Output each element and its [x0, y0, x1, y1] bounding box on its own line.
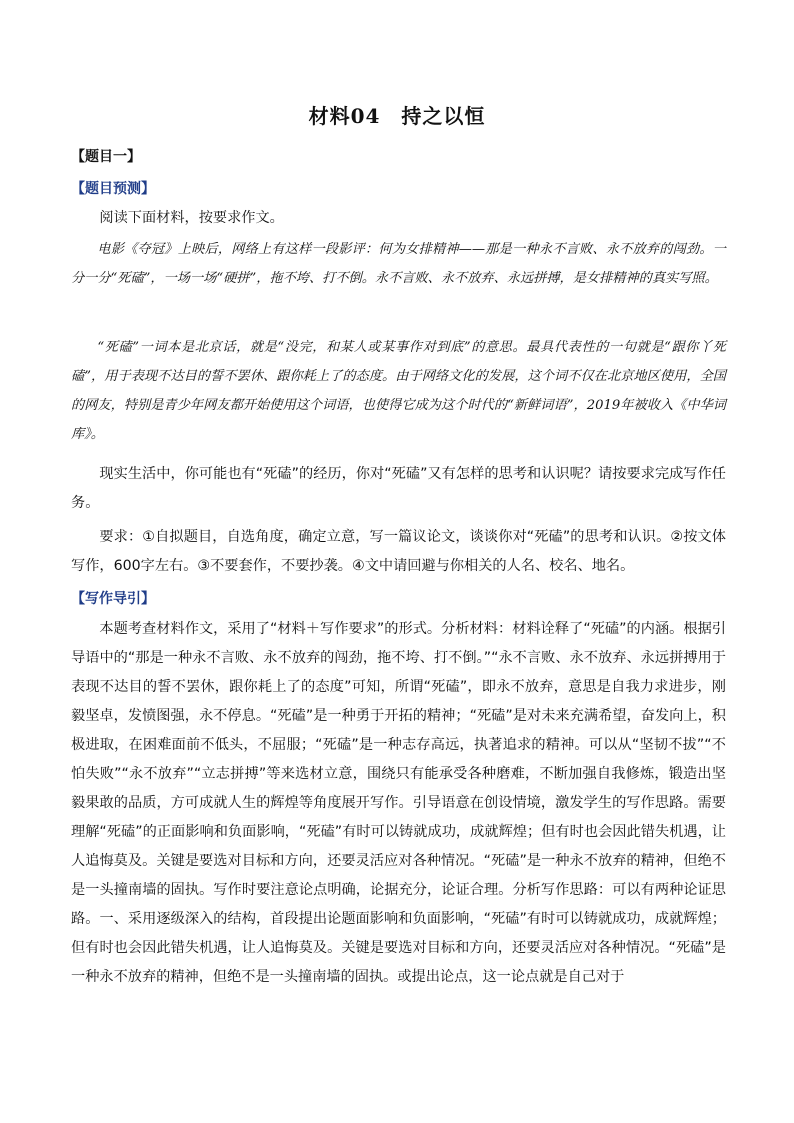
section-question-heading: 【题目一】	[71, 149, 141, 165]
material-paragraph-1: 电影《夺冠》上映后，网络上有这样一段影评：何为女排精神——那是一种永不言败、永不放弃的闯劲。一分一分“死磕”，一场一场“硬拼”，拖不垮、打不倒。永不言败、永不放弃、永远拼搏，是女排精神的真实写照。	[71, 242, 726, 286]
prompt-paragraph: 现实生活中，你可能也有“死磕”的经历，你对“死磕”又有怎样的思考和认识呢？请按要求完成写作任务。	[71, 466, 726, 511]
page-title: 材料04 持之以恒	[308, 104, 486, 128]
requirements-paragraph: 要求：①自拟题目，自选角度，确定立意，写一篇议论文，谈谈你对“死磕”的思考和认识。②按文体写作，600字左右。③不要套作，不要抄袭。④文中请回避与你相关的人名、校名、地名。	[71, 529, 726, 574]
section-prediction-heading: 【题目预测】	[71, 181, 155, 197]
intro-paragraph: 阅读下面材料，按要求作文。	[99, 210, 284, 226]
guide-paragraph: 本题考查材料作文，采用了“材料＋写作要求”的形式。分析材料：材料诠释了“死磕”的内涵。根据引导语中的“那是一种永不言败、永不放弃的闯劲，拖不垮、打不倒。”“永不言败、永不放弃、永远拼搏用于表现不达目的誓不罢休，跟你耗上了的态度”可知，所谓“死磕”，即永不放弃，意思是自我力求进步，刚毅坚卓，发愤图强，永不停息。“死磕”是一种勇于开拓的精神；“死磕”是对未来充满希望，奋发向上，积极进取，在困难面前不低头，不屈服；“死磕”是一种志存高远，执著追求的精神。可以从“坚韧不拔”“不怕失败”“永不放弃”“立志拼搏”等来选材立意，围绕只有能承受各种磨难，不断加强自我修炼，锻造出坚毅果敢的品质，方可成就人生的辉煌等角度展开写作。引导语意在创设情境，激发学生的写作思路。需要理解“死磕”的正面影响和负面影响，“死磕”有时可以铸就成功，成就辉煌；但有时也会因此错失机遇，让人追悔莫及。关键是要选对目标和方向，还要灵活应对各种情况。“死磕”是一种永不放弃的精神，但绝不是一头撞南墙的固执。写作时要注意论点明确，论据充分，论证合理。分析写作思路：可以有两种论证思路。一、采用逐级深入的结构，首段提出论题面影响和负面影响，“死磕”有时可以铸就成功，成就辉煌；但有时也会因此错失机遇，让人追悔莫及。关键是要选对目标和方向，还要灵活应对各种情况。“死磕”是一种永不放弃的精神，但绝不是一头撞南墙的固执。或提出论点，这一论点就是自己对于	[71, 621, 726, 985]
section-guide-heading: 【写作导引】	[71, 591, 155, 607]
material-paragraph-2: “死磕”一词本是北京话，就是“没完，和某人或某事作对到底”的意思。最具代表性的一句就是“跟你丫死磕”，用于表现不达目的誓不罢休、跟你耗上了的态度。由于网络文化的发展，这个词不仅在北京地区使用，全国的网友，特别是青少年网友都开始使用这个词语，也使得它成为这个时代的“新鲜词语”，2019年被收入《中华词库》。	[71, 340, 726, 442]
